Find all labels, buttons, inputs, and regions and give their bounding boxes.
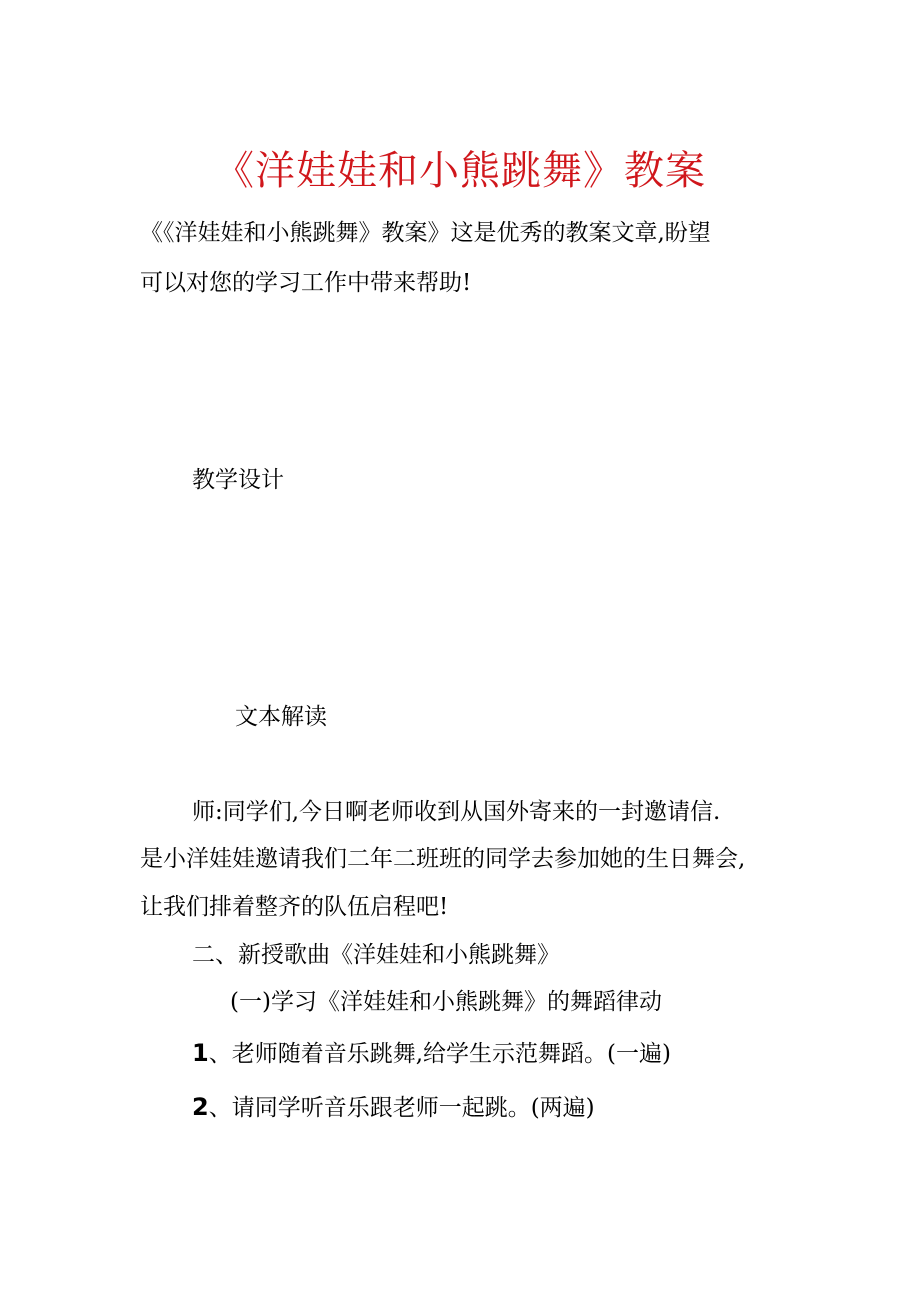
step-text: 、老师随着音乐跳舞,给学生示范舞蹈。(一遍) [208, 1041, 671, 1067]
subsection-heading-dance: (一)学习《洋娃娃和小熊跳舞》的舞蹈律动 [230, 989, 662, 1015]
intro-line-1: 《《洋娃娃和小熊跳舞》教案》这是优秀的教案文章,盼望 [140, 220, 711, 246]
section-heading-new-song: 二、新授歌曲《洋娃娃和小熊跳舞》 [192, 942, 560, 968]
step-item [192, 1038, 671, 1070]
paragraph-line-2: 是小洋娃娃邀请我们二年二班班的同学去参加她的生日舞会, [140, 846, 746, 872]
section-heading-design: 教学设计 [192, 467, 284, 493]
paragraph-line-3: 让我们排着整齐的队伍启程吧! [140, 894, 449, 920]
paragraph-line-1: 师:同学们,今日啊老师收到从国外寄来的一封邀请信. [192, 799, 721, 825]
step-number: 1 [192, 1039, 209, 1067]
section-heading-reading: 文本解读 [235, 704, 327, 730]
step-item [192, 1092, 595, 1124]
document-title: 《洋娃娃和小熊跳舞》教案 [214, 148, 706, 194]
step-number: 2 [192, 1093, 209, 1121]
intro-line-2: 可以对您的学习工作中带来帮助! [140, 270, 472, 296]
step-text: 、请同学听音乐跟老师一起跳。(两遍) [208, 1095, 595, 1121]
